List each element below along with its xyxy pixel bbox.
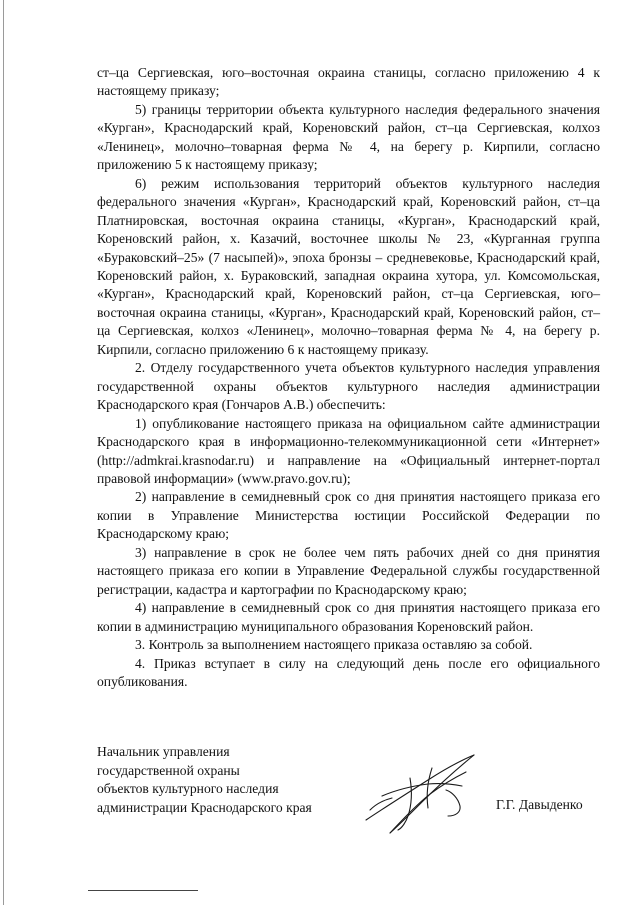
paragraph-clause-2-item-2: 2) направление в семидневный срок со дня принятия настоящего приказа его копии в Управление Министерства юстиции Российской Федерации по Краснодарскому краю; — [97, 489, 600, 542]
handwritten-signature — [362, 750, 490, 836]
paragraph-continuation: ст–ца Сергиевская, юго–восточная окраина станицы, согласно приложению 4 к настоящему приказу; — [97, 65, 600, 99]
paragraph-item-5-boundaries: 5) границы территории объекта культурного наследия федерального значения «Курган», Краснодарский край, Кореновский район, ст–ца Сергиевская, колхоз «Ленинец», молочно–товарная ферма № 4, на берегу р. Кирпили, согласно приложению 5 к настоящему приказу; — [97, 101, 600, 173]
paragraph-clause-2-item-4: 4) направление в семидневный срок со дня принятия настоящего приказа его копии в администрацию муниципального образования Кореновский район. — [97, 600, 600, 634]
page-bottom-rule — [88, 890, 198, 891]
paragraph-clause-3: 3. Контроль за выполнением настоящего приказа оставляю за собой. — [135, 637, 533, 653]
paragraph-clause-2-item-3: 3) направление в срок не более чем пять рабочих дней со дня принятия настоящего приказа его копии в Управление Федеральной службы государственной регистрации, кадастра и картографии по Краснодарскому краю; — [97, 544, 600, 597]
paragraph-item-6-usage-regime: 6) режим использования территорий объектов культурного наследия федерального значения «Курган», Краснодарский край, Кореновский район, ст–ца Платнировская, восточная окраина станицы, «Курган», Краснодарский край, Кореновский район, х. Казачий, восточнее школы № 23, «Курганная группа «Бураковский–25» (7 насыпей)», эпоха бронзы – средневековье, Краснодарский край, Кореновский район, х. Бураковский, западная окраина хутора, ул. Комсомольская, «Курган», Краснодарский край, Кореновский район, ст–ца Сергиевская, юго–восточная окраина станицы, «Курган», Краснодарский край, Кореновский район, ст–ца Сергиевская, колхоз «Ленинец», молочно–товарная ферма № 4, на берегу р. Кирпили, согласно приложению 6 к настоящему приказу. — [97, 175, 600, 357]
signatory-position — [97, 743, 312, 817]
page-left-edge — [3, 0, 4, 905]
signatory-name: Г.Г. Давыденко — [496, 797, 583, 812]
position-line: Начальник управления — [97, 744, 230, 759]
position-line: объектов культурного наследия — [97, 781, 279, 796]
paragraph-clause-4: 4. Приказ вступает в силу на следующий день после его официального опубликования. — [97, 655, 600, 689]
document-body — [97, 64, 600, 691]
paragraph-clause-2: 2. Отделу государственного учета объектов культурного наследия управления государственной охраны объектов культурного наследия администрации Краснодарского края (Гончаров А.В.) обеспечить: — [97, 360, 600, 413]
paragraph-clause-2-item-1: 1) опубликование настоящего приказа на официальном сайте администрации Краснодарского края в информационно-телекоммуникационной сети «Интернет» (http://admkrai.krasnodar.ru) и направление на «Официальный интернет-портал правовой информации» (www.pravo.gov.ru); — [97, 415, 600, 486]
position-line: государственной охраны — [97, 762, 240, 778]
position-line: администрации Краснодарского края — [97, 799, 312, 815]
